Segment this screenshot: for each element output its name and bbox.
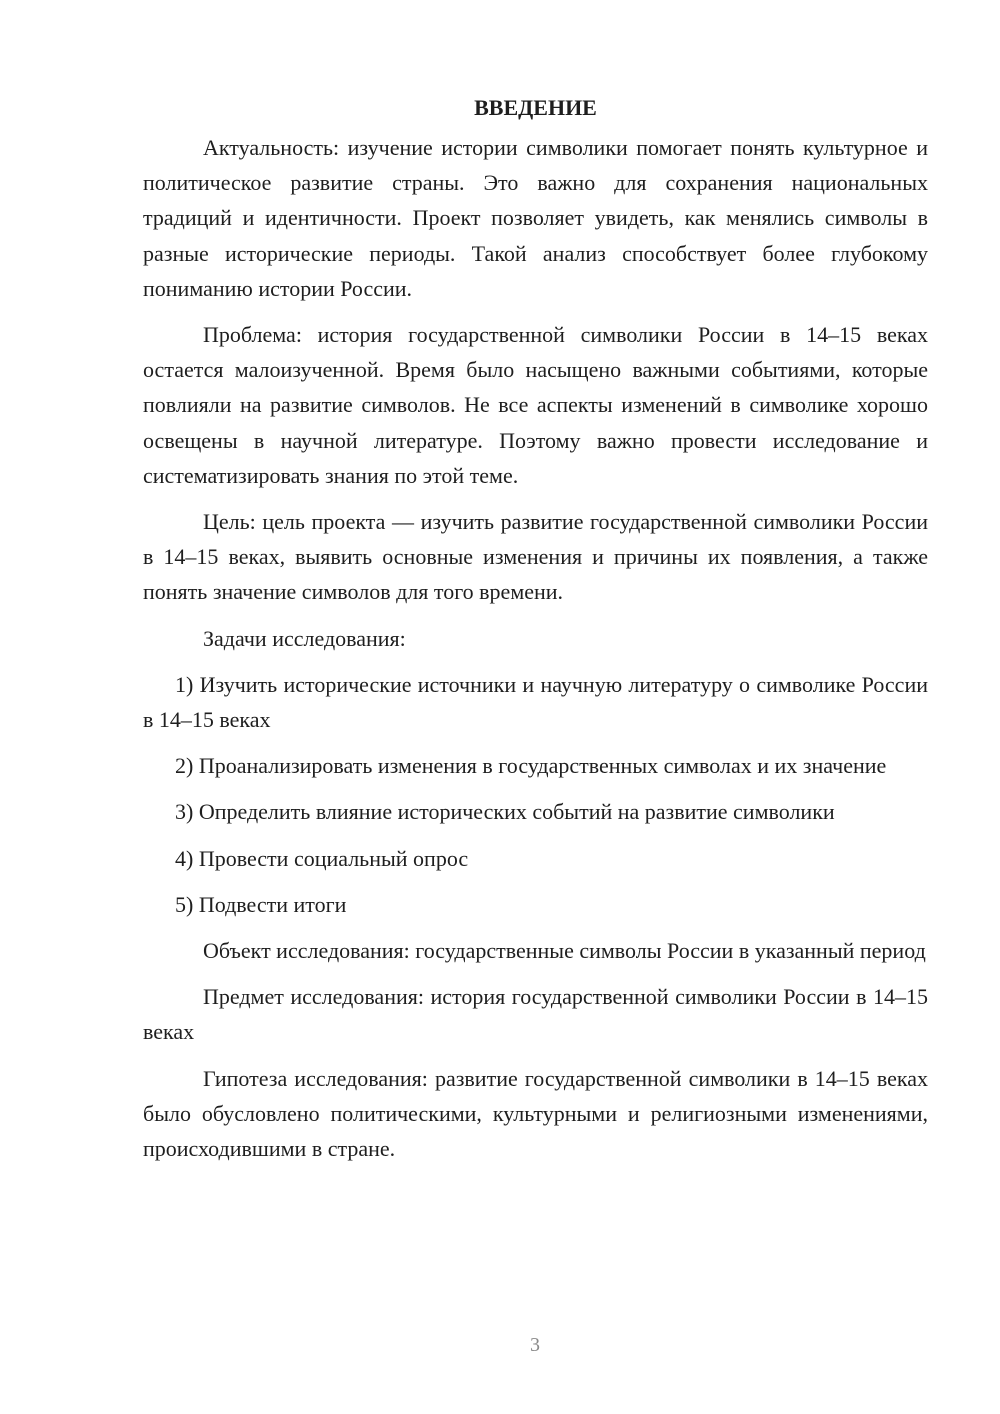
object-paragraph: Объект исследования: государственные символы России в указанный период xyxy=(203,938,926,964)
task-item: 5) Подвести итоги xyxy=(175,891,347,917)
page-number: 3 xyxy=(530,1334,540,1356)
tasks-heading: Задачи исследования: xyxy=(203,625,406,651)
task-item: 1) Изучить исторические источники и научную литературу о символике России в 14–15 веках xyxy=(143,671,928,733)
task-item: 4) Провести социальный опрос xyxy=(175,845,469,871)
hypothesis-paragraph: Гипотеза исследования: развитие государственной символики в 14–15 веках было обусловлено политическими, культурными и религиозными изменениями, происходившими в стране. xyxy=(143,1065,928,1162)
section-title: ВВЕДЕНИЕ xyxy=(474,95,597,120)
subject-paragraph: Предмет исследования: история государственной символики России в 14–15 веках xyxy=(143,984,928,1045)
goal-paragraph: Цель: цель проекта — изучить развитие государственной символики России в 14–15 веках, выявить основные изменения и причины их появления, а также понять значение символов для того времени. xyxy=(143,509,928,605)
tasks-list xyxy=(143,667,928,922)
document-body xyxy=(143,90,928,1177)
task-item: 2) Проанализировать изменения в государственных символах и их значение xyxy=(175,753,887,779)
task-item: 3) Определить влияние исторических событий на развитие символики xyxy=(175,799,835,825)
problem-paragraph: Проблема: история государственной символики России в 14–15 веках остается малоизученной. Время было насыщено важными событиями, которые повлияли на развитие символов. Не все аспекты изменений в символике хорошо освещены в научной литературе. Поэтому важно провести исследование и систематизировать знания по этой теме. xyxy=(143,322,928,488)
relevance-paragraph: Актуальность: изучение истории символики помогает понять культурное и политическое развитие страны. Это важно для сохранения национальных традиций и идентичности. Проект позволяет увидеть, как менялись символы в разные исторические периоды. Такой анализ способствует более глубокому пониманию истории России. xyxy=(143,135,928,301)
